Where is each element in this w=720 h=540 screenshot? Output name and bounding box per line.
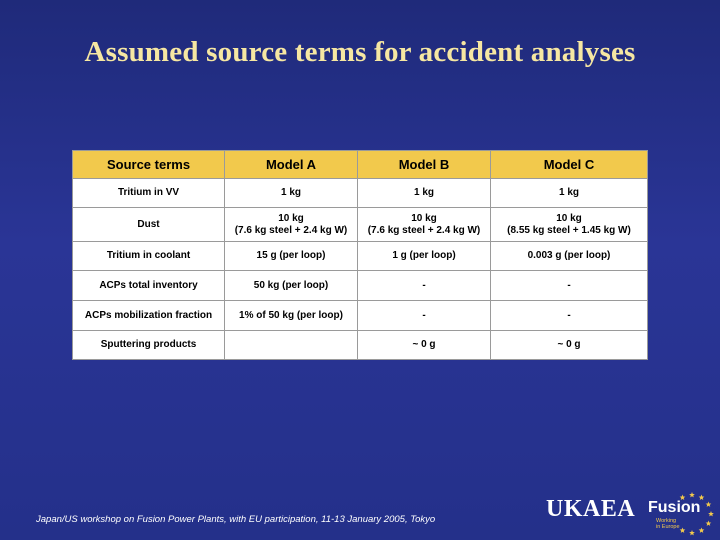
eu-star-icon: [706, 502, 712, 507]
model-b-cell: [358, 179, 491, 208]
fusion-logo-text: Fusion: [648, 499, 701, 516]
table-row: [73, 208, 648, 242]
cell-line: 15 g (per loop): [256, 250, 326, 261]
cell-line: 1 kg: [413, 187, 434, 198]
model-a-cell: [225, 208, 358, 242]
eu-star-icon: [680, 527, 686, 532]
cell-line: (7.6 kg steel + 2.4 kg W): [234, 224, 348, 236]
source-term-label: Dust: [73, 208, 225, 242]
model-c-cell: [491, 271, 648, 301]
table-row: [73, 301, 648, 331]
model-a-cell: [225, 179, 358, 208]
model-c-cell: [491, 208, 648, 242]
source-term-label: ACPs mobilization fraction: [73, 301, 225, 331]
eu-star-icon: [706, 521, 712, 526]
cell-line: -: [567, 279, 571, 291]
source-term-label: Tritium in VV: [73, 179, 225, 208]
slide-title: Assumed source terms for accident analyses: [84, 36, 636, 68]
cell-line: 1 g (per loop): [392, 250, 456, 261]
fusion-logo-subtitle: [656, 518, 680, 530]
cell-line: -: [422, 279, 426, 291]
model-b-cell: [358, 242, 491, 271]
table-row: [73, 179, 648, 208]
eu-star-icon: [689, 492, 695, 497]
fusion-sub-line: in Europe: [656, 524, 680, 530]
cell-line: 10 kg: [556, 212, 582, 224]
model-a-cell: [225, 271, 358, 301]
model-b-cell: [358, 301, 491, 331]
cell-line: -: [567, 309, 571, 321]
cell-line: (7.6 kg steel + 2.4 kg W): [367, 224, 481, 236]
table-row: [73, 242, 648, 271]
eu-star-icon: [708, 511, 714, 516]
cell-line: ~ 0 g: [557, 339, 581, 350]
model-a-cell: [225, 242, 358, 271]
cell-line: ~ 0 g: [412, 339, 436, 350]
header-source-terms: Source terms: [73, 151, 225, 179]
source-term-label: ACPs total inventory: [73, 271, 225, 301]
model-a-cell: [225, 331, 358, 360]
header-model-a: Model A: [225, 151, 358, 179]
source-term-label: Sputtering products: [73, 331, 225, 360]
model-c-cell: [491, 301, 648, 331]
eu-star-icon: [689, 530, 695, 535]
cell-line: -: [422, 309, 426, 321]
source-term-label: Tritium in coolant: [73, 242, 225, 271]
cell-line: 10 kg: [278, 212, 304, 224]
cell-line: 1 kg: [558, 187, 579, 198]
cell-line: 10 kg: [411, 212, 437, 224]
cell-line: 50 kg (per loop): [253, 279, 329, 291]
model-b-cell: [358, 331, 491, 360]
table-body: [73, 179, 648, 360]
fusion-logo: [648, 492, 716, 536]
eu-star-icon: [699, 527, 705, 532]
model-a-cell: [225, 301, 358, 331]
model-c-cell: [491, 242, 648, 271]
model-b-cell: [358, 271, 491, 301]
source-terms-table: [72, 150, 647, 359]
table-row: [73, 331, 648, 360]
cell-line: 1 kg: [280, 187, 301, 198]
fusion-sub-line: Working: [656, 518, 677, 524]
cell-line: 0.003 g (per loop): [527, 250, 611, 261]
cell-line: (8.55 kg steel + 1.45 kg W): [507, 224, 631, 236]
cell-line: 1% of 50 kg (per loop): [239, 309, 343, 321]
table-header-row: [73, 151, 648, 179]
header-model-c: Model C: [491, 151, 648, 179]
header-model-b: Model B: [358, 151, 491, 179]
ukaea-logo: UKAEA: [546, 496, 636, 522]
table-row: [73, 271, 648, 301]
footer-text: Japan/US workshop on Fusion Power Plants, with EU participation, 11-13 January 2005, Tokyo: [36, 514, 436, 525]
model-c-cell: [491, 331, 648, 360]
model-c-cell: [491, 179, 648, 208]
model-b-cell: [358, 208, 491, 242]
